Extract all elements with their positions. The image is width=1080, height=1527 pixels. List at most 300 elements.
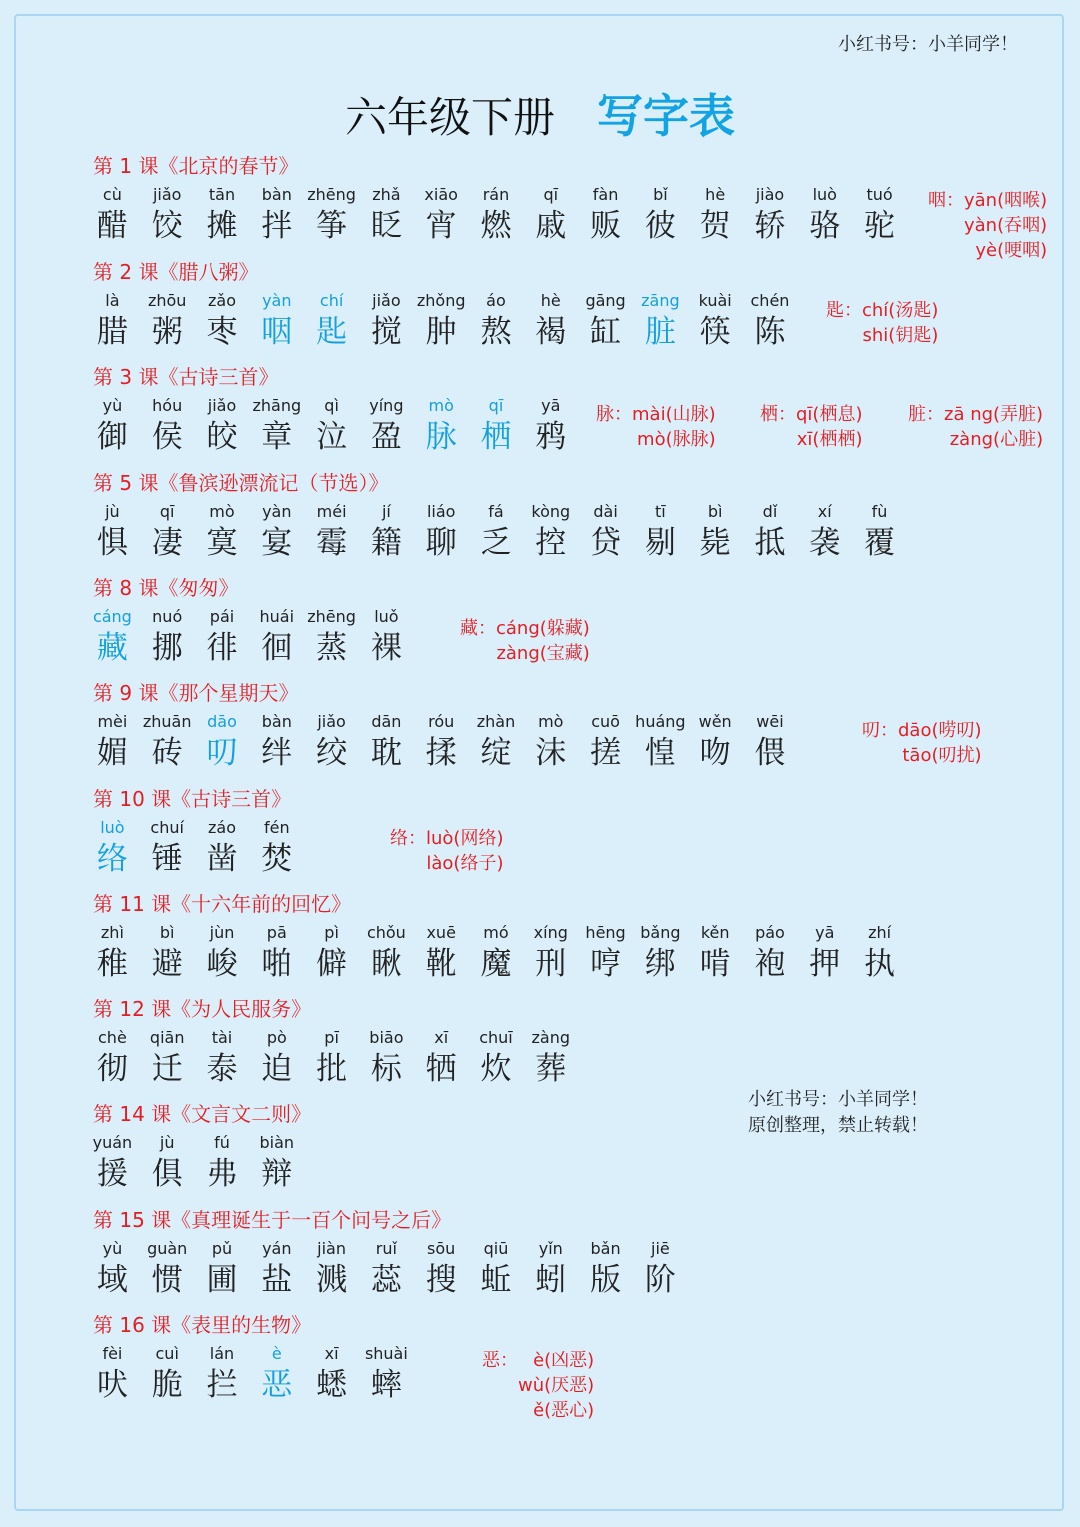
pinyin-label: wēi — [756, 712, 784, 731]
hanzi-character: 偎 — [754, 735, 786, 771]
hanzi-character: 啃 — [699, 946, 731, 982]
pinyin-label: jiē — [651, 1239, 670, 1258]
hanzi-character: 蚓 — [535, 1262, 567, 1298]
character-row — [85, 1027, 578, 1089]
polyphone-reading: mài(山脉) — [632, 404, 716, 425]
character-cell — [469, 501, 524, 563]
hanzi-character: 拦 — [206, 1367, 238, 1403]
pinyin-label: è — [271, 1344, 282, 1363]
character-cell — [359, 1343, 414, 1405]
pinyin-label: xíng — [533, 923, 568, 942]
hanzi-character: 蒸 — [316, 630, 348, 666]
hanzi-character: 贺 — [699, 208, 731, 244]
hanzi-character: 眨 — [370, 208, 402, 244]
hanzi-character: 绑 — [644, 946, 676, 982]
character-cell — [140, 1238, 195, 1300]
character-cell — [140, 1343, 195, 1405]
character-cell — [469, 395, 524, 457]
hanzi-character: 侯 — [151, 419, 183, 455]
character-row — [85, 1132, 304, 1194]
polyphone-reading: yè(哽咽) — [975, 240, 1048, 261]
hanzi-character: 缸 — [590, 314, 622, 350]
pinyin-label: pā — [266, 923, 287, 942]
polyphone-reading: yān(咽喉) — [964, 190, 1048, 211]
pinyin-label: yuán — [92, 1133, 133, 1152]
pinyin-label: luò — [100, 818, 125, 837]
hanzi-character: 御 — [96, 419, 128, 455]
pinyin-label: jù — [159, 1133, 175, 1152]
pinyin-label: bǐ — [653, 185, 668, 204]
hanzi-character: 魔 — [480, 946, 512, 982]
character-cell — [249, 290, 304, 352]
hanzi-character: 筷 — [699, 314, 731, 350]
polyphone-readings — [518, 1348, 594, 1423]
hanzi-character: 彻 — [96, 1051, 128, 1087]
polyphone-readings — [898, 718, 982, 768]
character-cell — [195, 606, 250, 668]
pinyin-label: jù — [105, 502, 120, 521]
lesson-heading: 第 5 课《鲁滨逊漂流记（节选）》 — [93, 471, 389, 495]
hanzi-character: 迫 — [261, 1051, 293, 1087]
hanzi-character: 绊 — [261, 735, 293, 771]
hanzi-character: 蚯 — [480, 1262, 512, 1298]
pinyin-label: mèi — [97, 712, 128, 731]
polyphone-reading: chí(汤匙) — [862, 300, 939, 321]
character-cell — [523, 501, 578, 563]
character-cell — [85, 395, 140, 457]
pinyin-label: jiǎo — [207, 396, 237, 415]
polyphone-reading: ě(恶心) — [533, 1400, 595, 1421]
character-cell — [359, 184, 414, 246]
hanzi-character: 押 — [809, 946, 841, 982]
pinyin-label: bì — [707, 502, 723, 521]
pinyin-label: yíng — [369, 396, 404, 415]
character-cell — [414, 711, 469, 773]
hanzi-character: 咽 — [261, 314, 293, 350]
character-row — [85, 501, 907, 563]
character-cell — [304, 290, 359, 352]
hanzi-character: 峻 — [206, 946, 238, 982]
character-cell — [140, 501, 195, 563]
pinyin-label: yù — [102, 1239, 123, 1258]
character-cell — [85, 817, 140, 879]
hanzi-character: 轿 — [754, 208, 786, 244]
character-cell — [249, 501, 304, 563]
polyphone-label: 匙： — [826, 300, 862, 321]
character-cell — [797, 922, 852, 984]
character-cell — [195, 711, 250, 773]
character-cell — [414, 184, 469, 246]
character-cell — [249, 711, 304, 773]
polyphone-reading: luò(网络) — [426, 828, 504, 849]
pinyin-label: luò — [812, 185, 837, 204]
hanzi-character: 熬 — [480, 314, 512, 350]
hanzi-character: 吻 — [699, 735, 731, 771]
pinyin-label: chuí — [150, 818, 184, 837]
pinyin-label: dài — [593, 502, 618, 521]
pinyin-label: biàn — [259, 1133, 295, 1152]
pinyin-label: xí — [817, 502, 832, 521]
pinyin-label: là — [105, 291, 120, 310]
pinyin-label: zhuān — [142, 712, 192, 731]
hanzi-character: 凿 — [206, 841, 238, 877]
character-cell — [195, 184, 250, 246]
hanzi-character: 剔 — [644, 525, 676, 561]
pinyin-label: zhí — [868, 923, 892, 942]
hanzi-character: 枣 — [206, 314, 238, 350]
pinyin-label: chén — [750, 291, 790, 310]
pinyin-label: guàn — [147, 1239, 188, 1258]
hanzi-character: 媚 — [96, 735, 128, 771]
pinyin-label: liáo — [426, 502, 456, 521]
hanzi-character: 陈 — [754, 314, 786, 350]
pinyin-label: rán — [482, 185, 510, 204]
polyphone-note — [760, 402, 862, 452]
hanzi-character: 聊 — [425, 525, 457, 561]
polyphone-label: 脉： — [596, 404, 632, 425]
hanzi-character: 戚 — [535, 208, 567, 244]
character-cell — [304, 1027, 359, 1089]
pinyin-label: chǒu — [366, 923, 406, 942]
pinyin-label: qī — [543, 185, 559, 204]
character-cell — [469, 184, 524, 246]
polyphone-note — [826, 298, 938, 348]
character-cell — [633, 922, 688, 984]
pinyin-label: bǎn — [590, 1239, 621, 1258]
character-cell — [523, 711, 578, 773]
title-main: 六年级下册 — [344, 93, 555, 142]
character-cell — [249, 1027, 304, 1089]
pinyin-label: zhāng — [252, 396, 302, 415]
polyphone-label: 恶： — [482, 1350, 518, 1371]
polyphone-label: 叨： — [862, 720, 898, 741]
credit-line: 小红书号：小羊同学！ — [748, 1089, 928, 1110]
hanzi-character: 炊 — [480, 1051, 512, 1087]
character-cell — [852, 501, 907, 563]
hanzi-character: 徊 — [261, 630, 293, 666]
hanzi-character: 执 — [864, 946, 896, 982]
character-cell — [633, 501, 688, 563]
hanzi-character: 徘 — [206, 630, 238, 666]
character-cell — [304, 395, 359, 457]
character-cell — [578, 1238, 633, 1300]
pinyin-label: jí — [381, 502, 391, 521]
polyphone-reading: shi(钥匙) — [862, 325, 939, 346]
character-cell — [359, 711, 414, 773]
polyphone-reading: cáng(躲藏) — [496, 618, 590, 639]
character-cell — [797, 501, 852, 563]
character-cell — [469, 1238, 524, 1300]
character-row — [85, 184, 907, 246]
character-cell — [359, 606, 414, 668]
character-row — [85, 817, 304, 879]
hanzi-character: 惧 — [96, 525, 128, 561]
polyphone-label: 咽： — [928, 190, 964, 211]
character-cell — [140, 922, 195, 984]
polyphone-label: 脏： — [908, 404, 944, 425]
pinyin-label: mò — [538, 712, 564, 731]
hanzi-character: 贷 — [590, 525, 622, 561]
polyphone-reading: wù(厌恶) — [518, 1375, 595, 1396]
pinyin-label: mó — [483, 923, 509, 942]
character-cell — [85, 711, 140, 773]
hanzi-character: 僻 — [316, 946, 348, 982]
hanzi-character: 俱 — [151, 1156, 183, 1192]
hanzi-character: 避 — [151, 946, 183, 982]
hanzi-character: 控 — [535, 525, 567, 561]
hanzi-character: 抵 — [754, 525, 786, 561]
pinyin-label: áo — [486, 291, 506, 310]
pinyin-label: zhàn — [476, 712, 516, 731]
hanzi-character: 标 — [370, 1051, 402, 1087]
character-cell — [633, 1238, 688, 1300]
pinyin-label: yā — [541, 396, 561, 415]
hanzi-character: 饺 — [151, 208, 183, 244]
hanzi-character: 援 — [96, 1156, 128, 1192]
hanzi-character: 覆 — [864, 525, 896, 561]
hanzi-character: 惯 — [151, 1262, 183, 1298]
hanzi-character: 牺 — [425, 1051, 457, 1087]
polyphone-reading: qī(栖息) — [796, 404, 863, 425]
pinyin-label: pì — [324, 923, 339, 942]
pinyin-label: dǐ — [762, 502, 778, 521]
polyphone-readings — [944, 402, 1043, 452]
character-cell — [359, 1027, 414, 1089]
pinyin-label: lán — [209, 1344, 235, 1363]
polyphone-label: 藏： — [460, 618, 496, 639]
polyphone-note — [596, 402, 716, 452]
pinyin-label: fá — [488, 502, 504, 521]
polyphone-reading: xī(栖栖) — [796, 429, 863, 450]
character-cell — [743, 501, 798, 563]
polyphone-readings — [862, 298, 938, 348]
character-cell — [523, 1238, 578, 1300]
character-cell — [688, 290, 743, 352]
pinyin-label: fén — [263, 818, 290, 837]
character-cell — [140, 184, 195, 246]
hanzi-character: 弗 — [206, 1156, 238, 1192]
hanzi-character: 阶 — [644, 1262, 676, 1298]
character-cell — [195, 290, 250, 352]
character-cell — [195, 501, 250, 563]
character-row — [85, 711, 797, 773]
character-cell — [304, 184, 359, 246]
polyphone-readings — [496, 616, 590, 666]
character-cell — [469, 922, 524, 984]
pinyin-label: tān — [208, 185, 236, 204]
hanzi-character: 吠 — [96, 1367, 128, 1403]
character-cell — [743, 184, 798, 246]
polyphone-reading: lào(络子) — [426, 853, 504, 874]
pinyin-label: pò — [266, 1028, 287, 1047]
pinyin-label: zhōu — [147, 291, 187, 310]
pinyin-label: qiū — [483, 1239, 509, 1258]
pinyin-label: tuó — [866, 185, 893, 204]
hanzi-character: 蟋 — [316, 1367, 348, 1403]
pinyin-label: cù — [102, 185, 122, 204]
pinyin-label: kòng — [531, 502, 571, 521]
pinyin-label: huáng — [635, 712, 686, 731]
character-cell — [249, 922, 304, 984]
hanzi-character: 皎 — [206, 419, 238, 455]
hanzi-character: 腊 — [96, 314, 128, 350]
character-cell — [414, 395, 469, 457]
pinyin-label: bǎng — [640, 923, 681, 942]
pinyin-label: wěn — [698, 712, 732, 731]
pinyin-label: pǔ — [211, 1239, 233, 1258]
hanzi-character: 籍 — [370, 525, 402, 561]
character-cell — [249, 184, 304, 246]
pinyin-label: xī — [434, 1028, 449, 1047]
polyphone-note — [390, 826, 503, 876]
title-accent: 写字表 — [597, 89, 735, 143]
credit-top: 小红书号：小羊同学！ — [838, 34, 1018, 55]
character-row — [85, 1343, 414, 1405]
character-cell — [523, 290, 578, 352]
character-cell — [414, 501, 469, 563]
polyphone-note — [908, 402, 1043, 452]
lesson-heading: 第 15 课《真理诞生于一百个问号之后》 — [93, 1208, 452, 1232]
pinyin-label: cáng — [92, 607, 132, 626]
character-row — [85, 922, 907, 984]
lesson-heading: 第 12 课《为人民服务》 — [93, 997, 312, 1021]
hanzi-character: 泰 — [206, 1051, 238, 1087]
pinyin-label: chuī — [479, 1028, 513, 1047]
character-cell — [140, 1132, 195, 1194]
pinyin-label: xiāo — [424, 185, 458, 204]
character-cell — [85, 184, 140, 246]
pinyin-label: zāng — [641, 291, 680, 310]
character-cell — [85, 501, 140, 563]
polyphone-label: 络： — [390, 828, 426, 849]
character-cell — [195, 1238, 250, 1300]
pinyin-label: biāo — [369, 1028, 404, 1047]
pinyin-label: méi — [316, 502, 347, 521]
character-cell — [140, 395, 195, 457]
pinyin-label: tī — [655, 502, 666, 521]
pinyin-label: hēng — [585, 923, 626, 942]
pinyin-label: jùn — [209, 923, 235, 942]
hanzi-character: 揉 — [425, 735, 457, 771]
pinyin-label: yán — [262, 1239, 292, 1258]
pinyin-label: páo — [755, 923, 785, 942]
hanzi-character: 盈 — [370, 419, 402, 455]
pinyin-label: jiàn — [317, 1239, 346, 1258]
pinyin-label: fú — [214, 1133, 230, 1152]
lesson-heading: 第 3 课《古诗三首》 — [93, 365, 279, 389]
character-cell — [304, 922, 359, 984]
hanzi-character: 绞 — [316, 735, 348, 771]
hanzi-character: 溅 — [316, 1262, 348, 1298]
hanzi-character: 域 — [96, 1262, 128, 1298]
pinyin-label: zhēng — [307, 185, 356, 204]
hanzi-character: 脆 — [151, 1367, 183, 1403]
character-cell — [195, 1343, 250, 1405]
hanzi-character: 泣 — [316, 419, 348, 455]
pinyin-label: záo — [207, 818, 236, 837]
hanzi-character: 耽 — [370, 735, 402, 771]
hanzi-character: 搓 — [590, 735, 622, 771]
pinyin-label: bàn — [261, 185, 292, 204]
hanzi-character: 宵 — [425, 208, 457, 244]
character-cell — [249, 1343, 304, 1405]
hanzi-character: 刑 — [535, 946, 567, 982]
hanzi-character: 恶 — [261, 1367, 293, 1403]
character-cell — [469, 1027, 524, 1089]
pinyin-label: huái — [259, 607, 295, 626]
hanzi-character: 霉 — [316, 525, 348, 561]
hanzi-character: 脉 — [425, 419, 457, 455]
hanzi-character: 章 — [261, 419, 293, 455]
character-cell — [688, 184, 743, 246]
polyphone-note — [482, 1348, 594, 1423]
character-cell — [304, 501, 359, 563]
hanzi-character: 宴 — [261, 525, 293, 561]
character-cell — [85, 1238, 140, 1300]
character-cell — [195, 1027, 250, 1089]
hanzi-character: 盐 — [261, 1262, 293, 1298]
character-cell — [852, 184, 907, 246]
character-cell — [304, 606, 359, 668]
pinyin-label: chí — [319, 291, 344, 310]
pinyin-label: qiān — [149, 1028, 185, 1047]
character-cell — [578, 922, 633, 984]
character-cell — [249, 817, 304, 879]
polyphone-readings — [632, 402, 716, 452]
pinyin-label: cuō — [591, 712, 620, 731]
character-cell — [688, 501, 743, 563]
credit-line: 原创整理，禁止转载！ — [748, 1115, 928, 1136]
hanzi-character: 栖 — [480, 419, 512, 455]
pinyin-label: shuài — [364, 1344, 408, 1363]
character-cell — [743, 290, 798, 352]
hanzi-character: 络 — [96, 841, 128, 877]
character-cell — [414, 1027, 469, 1089]
pinyin-label: jiào — [755, 185, 785, 204]
character-cell — [578, 501, 633, 563]
pinyin-label: pái — [209, 607, 235, 626]
pinyin-label: mò — [428, 396, 454, 415]
pinyin-label: gāng — [585, 291, 626, 310]
hanzi-character: 版 — [590, 1262, 622, 1298]
hanzi-character: 彼 — [644, 208, 676, 244]
pinyin-label: mò — [209, 502, 235, 521]
pinyin-label: jiǎo — [152, 185, 182, 204]
polyphone-note — [862, 718, 982, 768]
polyphone-reading: tāo(叨扰) — [902, 745, 982, 766]
character-cell — [140, 711, 195, 773]
pinyin-label: zhēng — [307, 607, 356, 626]
hanzi-character: 褐 — [535, 314, 567, 350]
character-cell — [249, 395, 304, 457]
character-cell — [195, 395, 250, 457]
hanzi-character: 毙 — [699, 525, 731, 561]
hanzi-character: 批 — [316, 1051, 348, 1087]
character-cell — [249, 606, 304, 668]
character-row — [85, 395, 578, 457]
hanzi-character: 鸦 — [535, 419, 567, 455]
hanzi-character: 驼 — [864, 208, 896, 244]
character-cell — [797, 184, 852, 246]
hanzi-character: 燃 — [480, 208, 512, 244]
pinyin-label: zàng — [531, 1028, 571, 1047]
hanzi-character: 醋 — [96, 208, 128, 244]
hanzi-character: 锤 — [151, 841, 183, 877]
hanzi-character: 挪 — [151, 630, 183, 666]
character-row — [85, 606, 414, 668]
pinyin-label: xī — [324, 1344, 339, 1363]
pinyin-label: luǒ — [374, 607, 399, 626]
